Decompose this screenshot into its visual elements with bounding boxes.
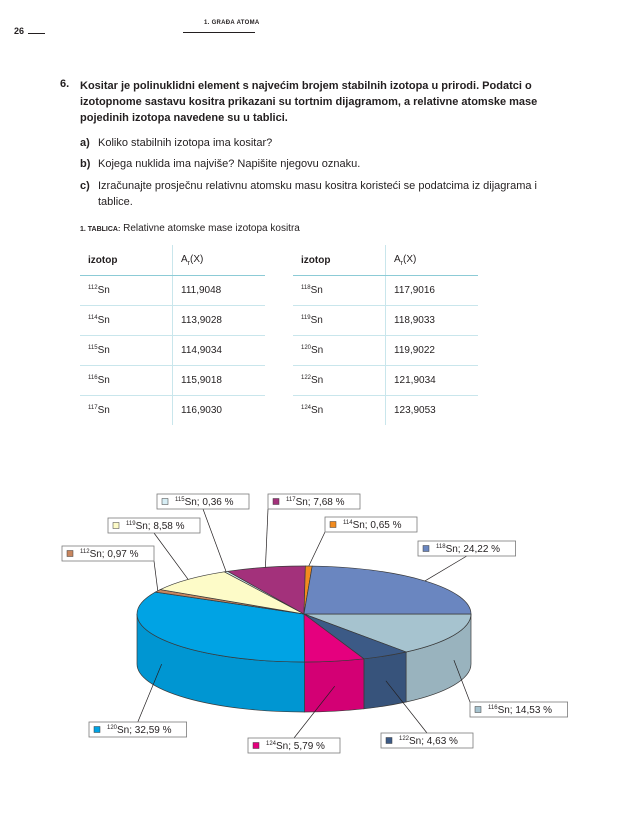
label-value: Sn; 14,53 % xyxy=(497,705,553,716)
pie-label-124 xyxy=(248,738,340,753)
pie-label-119 xyxy=(108,518,200,533)
label-value: Sn; 0,97 % xyxy=(89,549,139,560)
legend-swatch xyxy=(330,522,336,528)
label-value: Sn; 7,68 % xyxy=(295,497,345,508)
mass-cell: 123,9053 xyxy=(386,396,479,426)
label-value: Sn; 0,65 % xyxy=(352,520,402,531)
pie-side-122 xyxy=(364,652,406,709)
label-mass-number: 112 xyxy=(80,549,90,555)
mass-cell: 116,9030 xyxy=(173,396,266,426)
label-mass-number: 116 xyxy=(488,705,498,711)
legend-swatch xyxy=(67,551,73,557)
task-text: Kositar je polinuklidni element s najvećim brojem stabilnih izotopa u prirodi. Podatci o izotopnome sastavu kositra prikazani su tortnim dijagramom, a relativne atomske mase pojedinih izotopa navedene su u tablici. xyxy=(80,80,538,124)
header-isotope: izotop xyxy=(80,245,173,276)
isotope-cell: $^{112}$Sn xyxy=(80,276,173,306)
table-caption-label: 1. TABLICA: xyxy=(80,226,121,233)
label-text xyxy=(126,521,185,532)
pie-label-115 xyxy=(157,494,249,509)
pie-label-114 xyxy=(325,517,417,532)
leader-line xyxy=(154,533,188,579)
mass-cell: 111,9048 xyxy=(173,276,266,306)
mass-cell: 114,9034 xyxy=(173,336,266,366)
label-mass-number: 117 xyxy=(286,497,296,503)
isotope-cell: $^{122}$Sn xyxy=(293,366,386,396)
label-text xyxy=(488,705,552,716)
label-value: Sn; 24,22 % xyxy=(445,544,501,555)
question-text: Izračunajte prosječnu relativnu atomsku masu kositra koristeći se podatcima iz dijagrama i tablice. xyxy=(98,180,537,208)
label-text xyxy=(286,497,345,508)
question-label: c) xyxy=(80,180,90,192)
table-caption-text: Relativne atomske mase izotopa kositra xyxy=(123,223,300,234)
legend-swatch xyxy=(253,743,259,749)
pie-label-120 xyxy=(89,722,187,737)
legend-swatch xyxy=(273,499,279,505)
question-text: Kojega nuklida ima najviše? Napišite njegovu oznaku. xyxy=(98,158,361,170)
label-mass-number: 119 xyxy=(126,521,136,527)
running-head: 1. GRAĐA ATOMA xyxy=(204,20,260,26)
legend-swatch xyxy=(475,707,481,713)
label-mass-number: 122 xyxy=(399,736,410,742)
legend-swatch xyxy=(423,546,429,552)
mass-cell: 115,9018 xyxy=(173,366,266,396)
label-value: Sn; 32,59 % xyxy=(117,725,172,736)
label-value: Sn; 4,63 % xyxy=(409,736,458,747)
label-value: Sn; 8,58 % xyxy=(135,521,185,532)
isotope-cell: $^{117}$Sn xyxy=(88,405,110,416)
mass-cell: 121,9034 xyxy=(386,366,479,396)
header-isotope: izotop xyxy=(293,245,386,276)
label-text xyxy=(175,497,234,508)
pie-label-117 xyxy=(268,494,360,509)
mass-cell: 118,9033 xyxy=(386,306,479,336)
leader-line xyxy=(265,509,268,567)
isotope-cell: $^{114}$Sn xyxy=(80,306,173,336)
label-text xyxy=(343,520,402,531)
legend-swatch xyxy=(162,499,168,505)
header-mass: $A_r(X)$ xyxy=(386,245,479,276)
label-mass-number: 124 xyxy=(266,741,277,747)
pie-label-116 xyxy=(470,702,568,717)
pie-side-124 xyxy=(305,659,364,712)
header-mass: $A_r(X)$ xyxy=(173,245,266,276)
isotope-cell: $^{115}$Sn xyxy=(80,336,173,366)
question-label: b) xyxy=(80,158,91,170)
leader-line xyxy=(309,532,325,566)
pie-top xyxy=(137,566,471,662)
isotope-cell: $^{124}$Sn xyxy=(301,405,324,416)
legend-swatch xyxy=(113,523,119,529)
legend-swatch xyxy=(94,727,100,733)
page-number: 26 xyxy=(14,26,25,36)
label-text xyxy=(80,549,139,560)
pie-label-122 xyxy=(381,733,473,748)
task-number: 6. xyxy=(60,78,70,90)
mass-cell: 119,9022 xyxy=(386,336,479,366)
label-mass-number: 114 xyxy=(343,520,353,526)
label-value: Sn; 5,79 % xyxy=(276,741,325,752)
label-mass-number: 120 xyxy=(107,725,118,731)
label-text xyxy=(436,544,500,555)
label-value: Sn; 0,36 % xyxy=(184,497,234,508)
mass-cell: 117,9016 xyxy=(386,276,479,306)
pie-label-112 xyxy=(62,546,154,561)
leader-line xyxy=(154,561,158,591)
label-mass-number: 118 xyxy=(436,544,446,550)
isotope-cell: $^{119}$Sn xyxy=(293,306,386,336)
isotope-cell: $^{120}$Sn xyxy=(293,336,386,366)
pie-label-118 xyxy=(418,541,516,556)
isotope-cell: $^{116}$Sn xyxy=(80,366,173,396)
leader-line xyxy=(425,556,467,581)
question-label: a) xyxy=(80,137,90,149)
question-text: Koliko stabilnih izotopa ima kositar? xyxy=(98,137,273,149)
pie-slice-118 xyxy=(304,566,471,614)
mass-cell: 113,9028 xyxy=(173,306,266,336)
label-mass-number: 115 xyxy=(175,497,185,503)
label-text xyxy=(107,725,172,736)
legend-swatch xyxy=(386,738,392,744)
leader-line xyxy=(203,509,226,572)
isotope-cell: $^{118}$Sn xyxy=(293,276,386,306)
